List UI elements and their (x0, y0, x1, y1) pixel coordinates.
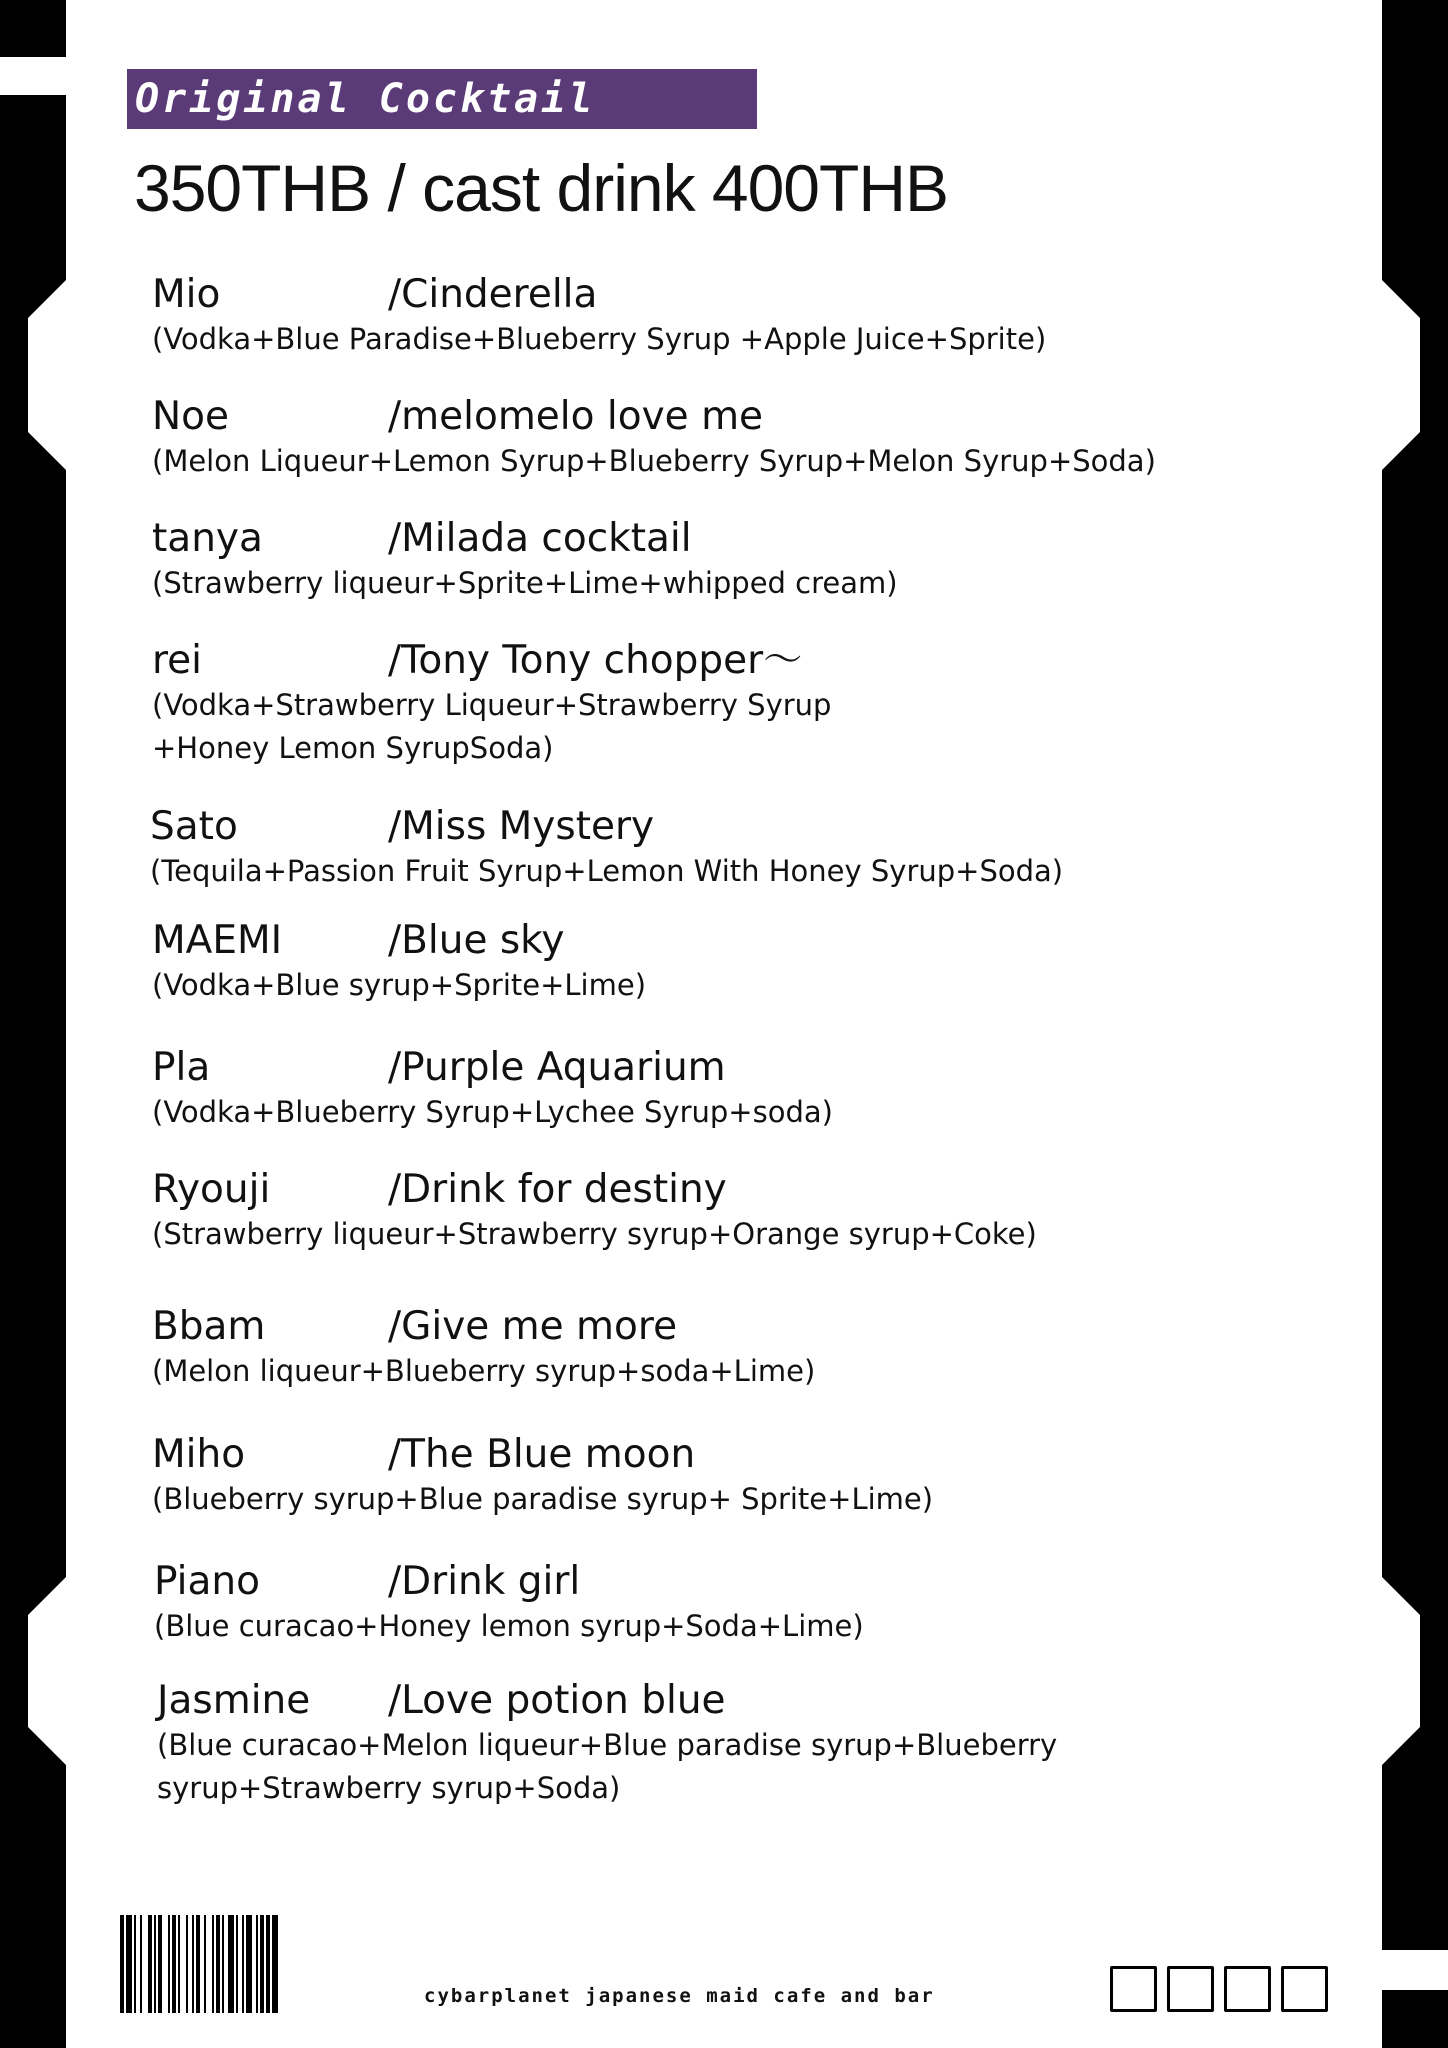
cast-name: Bbam (152, 1304, 266, 1349)
stamp-box (1224, 1966, 1271, 2012)
cast-name: rei (152, 638, 203, 683)
ingredients: (Strawberry liqueur+Strawberry syrup+Orange syrup+Coke) (152, 1217, 1037, 1251)
cast-name: MAEMI (152, 918, 283, 963)
drink-name: /Milada cocktail (388, 516, 692, 561)
menu-item (152, 638, 1332, 770)
cast-name: Noe (152, 394, 230, 439)
drink-name: /Love potion blue (388, 1678, 726, 1723)
drink-name: /Drink for destiny (388, 1167, 727, 1212)
barcode-icon (120, 1915, 370, 2013)
cast-name: Mio (152, 272, 221, 317)
cast-name: Sato (150, 804, 238, 849)
cast-name: tanya (152, 516, 263, 561)
stamp-box (1281, 1966, 1328, 2012)
menu-item (152, 272, 1332, 361)
ingredients: (Strawberry liqueur+Sprite+Lime+whipped cream) (152, 566, 898, 600)
ingredients: (Blue curacao+Melon liqueur+Blue paradise syrup+Blueberry syrup+Strawberry syrup+Soda) (157, 1728, 1058, 1805)
menu-item (157, 1678, 1337, 1810)
stamp-box (1110, 1966, 1157, 2012)
cast-name: Ryouji (152, 1167, 271, 1212)
stamp-box (1167, 1966, 1214, 2012)
drink-name: /melomelo love me (388, 394, 764, 439)
drink-name: /Purple Aquarium (388, 1045, 726, 1090)
menu-item (152, 1045, 1332, 1134)
ingredients: (Vodka+Blue Paradise+Blueberry Syrup +Apple Juice+Sprite) (152, 322, 1047, 356)
section-title: Original Cocktail (127, 69, 757, 129)
drink-name: /The Blue moon (388, 1432, 696, 1477)
ingredients: (Melon liqueur+Blueberry syrup+soda+Lime) (152, 1354, 816, 1388)
cast-name: Pla (152, 1045, 211, 1090)
menu-item (152, 516, 1332, 605)
footer-tagline: cybarplanet japanese maid cafe and bar (424, 1985, 935, 2007)
ingredients: (Vodka+Blueberry Syrup+Lychee Syrup+soda) (152, 1095, 833, 1129)
drink-name: /Cinderella (388, 272, 598, 317)
price-line: 350THB / cast drink 400THB (134, 151, 949, 225)
stamp-boxes (1110, 1966, 1330, 2014)
ingredients: (Melon Liqueur+Lemon Syrup+Blueberry Syrup+Melon Syrup+Soda) (152, 444, 1156, 478)
drink-name: /Give me more (388, 1304, 678, 1349)
drink-name: /Blue sky (388, 918, 565, 963)
menu-item (152, 1432, 1332, 1521)
ingredients: (Tequila+Passion Fruit Syrup+Lemon With Honey Syrup+Soda) (150, 854, 1064, 888)
menu-item (152, 1167, 1332, 1256)
drink-name: /Tony Tony chopper～ (388, 638, 803, 683)
ingredients: (Vodka+Strawberry Liqueur+Strawberry Syrup +Honey Lemon SyrupSoda) (152, 688, 832, 765)
ingredients: (Blue curacao+Honey lemon syrup+Soda+Lime) (154, 1609, 864, 1643)
cast-name: Miho (152, 1432, 246, 1477)
menu-item (152, 918, 1332, 1007)
menu-item (150, 804, 1330, 893)
cast-name: Jasmine (157, 1678, 311, 1723)
menu-item (152, 394, 1332, 483)
ingredients: (Blueberry syrup+Blue paradise syrup+ Sprite+Lime) (152, 1482, 934, 1516)
drink-name: /Drink girl (388, 1559, 581, 1604)
cast-name: Piano (154, 1559, 260, 1604)
menu-item (152, 1304, 1332, 1393)
menu-item (154, 1559, 1334, 1648)
drink-name: /Miss Mystery (388, 804, 655, 849)
ingredients: (Vodka+Blue syrup+Sprite+Lime) (152, 968, 647, 1002)
